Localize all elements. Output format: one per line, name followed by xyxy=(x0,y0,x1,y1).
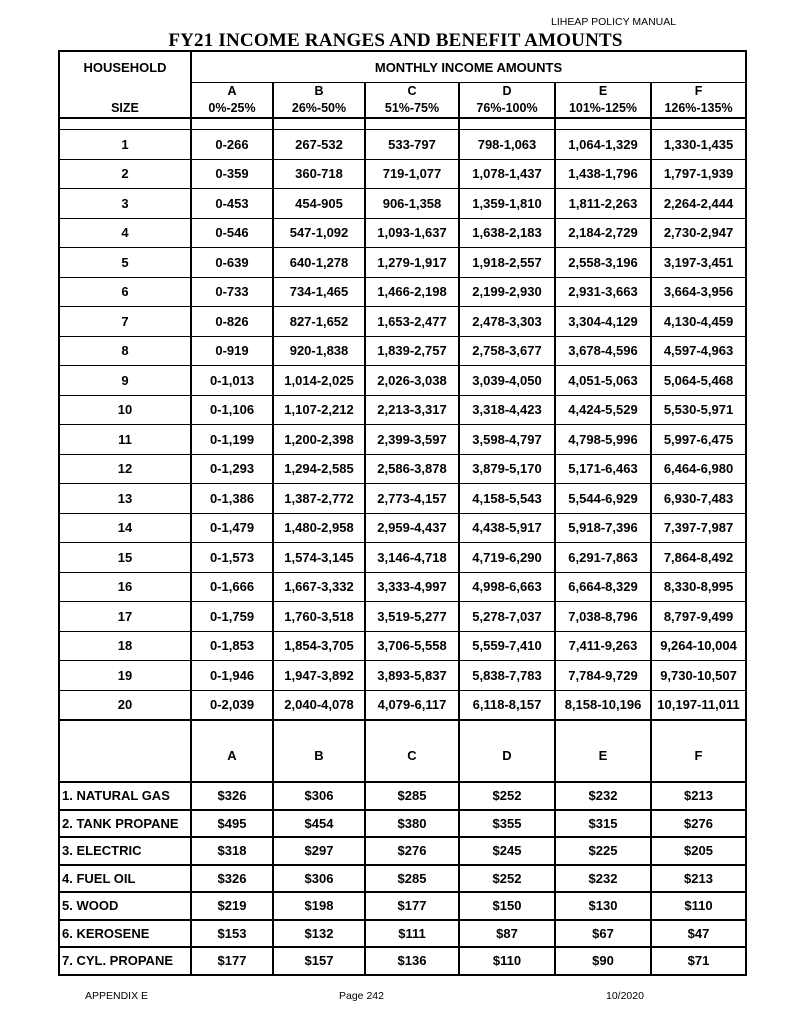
income-range-cell: 8,158-10,196 xyxy=(555,690,651,720)
benefit-rows xyxy=(59,782,746,975)
household-size-cell: 9 xyxy=(59,366,191,396)
benefit-amount-cell: $153 xyxy=(191,920,273,948)
income-range-cell: 0-1,479 xyxy=(191,513,273,543)
income-range-cell: 0-359 xyxy=(191,159,273,189)
benefit-amount-cell: $71 xyxy=(651,947,746,975)
fuel-type-cell: 5. WOOD xyxy=(59,892,191,920)
income-range-cell: 4,597-4,963 xyxy=(651,336,746,366)
income-range-cell: 1,387-2,772 xyxy=(273,484,365,514)
income-row xyxy=(59,336,746,366)
household-size-cell: 4 xyxy=(59,218,191,248)
benefit-amount-cell: $306 xyxy=(273,865,365,893)
benefit-amount-cell: $136 xyxy=(365,947,459,975)
col-letter: F xyxy=(651,83,746,100)
income-range-cell: 1,797-1,939 xyxy=(651,159,746,189)
income-row xyxy=(59,395,746,425)
income-range-cell: 5,559-7,410 xyxy=(459,631,555,661)
income-range-cell: 2,213-3,317 xyxy=(365,395,459,425)
income-range-cell: 5,918-7,396 xyxy=(555,513,651,543)
household-size-cell: 10 xyxy=(59,395,191,425)
household-size-cell: 13 xyxy=(59,484,191,514)
benefit-amount-cell: $454 xyxy=(273,810,365,838)
income-range-cell: 640-1,278 xyxy=(273,248,365,278)
col-letter: A xyxy=(191,83,273,100)
benefit-row xyxy=(59,782,746,810)
benefit-row xyxy=(59,865,746,893)
col-letter: C xyxy=(365,83,459,100)
income-range-cell: 8,330-8,995 xyxy=(651,572,746,602)
household-size-cell: 8 xyxy=(59,336,191,366)
income-range-cell: 0-1,106 xyxy=(191,395,273,425)
benefit-amount-cell: $318 xyxy=(191,837,273,865)
benefit-amount-cell: $213 xyxy=(651,782,746,810)
income-range-cell: 4,158-5,543 xyxy=(459,484,555,514)
income-range-cell: 2,730-2,947 xyxy=(651,218,746,248)
benefit-row xyxy=(59,920,746,948)
col-range: 101%-125% xyxy=(555,99,651,118)
income-range-cell: 1,279-1,917 xyxy=(365,248,459,278)
income-range-cell: 0-1,573 xyxy=(191,543,273,573)
income-range-cell: 4,798-5,996 xyxy=(555,425,651,455)
income-range-cell: 2,026-3,038 xyxy=(365,366,459,396)
benefit-amount-cell: $219 xyxy=(191,892,273,920)
income-range-cell: 1,093-1,637 xyxy=(365,218,459,248)
fuel-type-cell: 1. NATURAL GAS xyxy=(59,782,191,810)
income-row xyxy=(59,159,746,189)
benefit-amount-cell: $87 xyxy=(459,920,555,948)
manual-header: LIHEAP POLICY MANUAL xyxy=(551,16,677,28)
income-range-cell: 1,653-2,477 xyxy=(365,307,459,337)
household-size-cell: 7 xyxy=(59,307,191,337)
income-range-cell: 1,014-2,025 xyxy=(273,366,365,396)
spacer-cell xyxy=(555,118,651,130)
household-size-cell: 19 xyxy=(59,661,191,691)
income-range-cell: 7,864-8,492 xyxy=(651,543,746,573)
income-range-cell: 1,918-2,557 xyxy=(459,248,555,278)
income-row xyxy=(59,690,746,720)
household-size-cell: 20 xyxy=(59,690,191,720)
household-size-cell: 6 xyxy=(59,277,191,307)
income-range-cell: 0-733 xyxy=(191,277,273,307)
col-range: 126%-135% xyxy=(651,99,746,118)
household-label: HOUSEHOLD xyxy=(59,51,191,83)
household-size-cell: 14 xyxy=(59,513,191,543)
benefit-amount-cell: $198 xyxy=(273,892,365,920)
income-range-cell: 3,519-5,277 xyxy=(365,602,459,632)
income-range-cell: 3,146-4,718 xyxy=(365,543,459,573)
income-range-cell: 4,051-5,063 xyxy=(555,366,651,396)
income-rows xyxy=(59,130,746,721)
income-range-cell: 6,664-8,329 xyxy=(555,572,651,602)
income-row xyxy=(59,543,746,573)
benefit-amount-cell: $315 xyxy=(555,810,651,838)
benefit-amount-cell: $355 xyxy=(459,810,555,838)
benefit-amount-cell: $276 xyxy=(651,810,746,838)
income-range-cell: 6,930-7,483 xyxy=(651,484,746,514)
benefit-col-header: F xyxy=(651,720,746,782)
income-range-cell: 1,330-1,435 xyxy=(651,130,746,160)
income-range-cell: 4,438-5,917 xyxy=(459,513,555,543)
income-range-cell: 827-1,652 xyxy=(273,307,365,337)
benefit-amount-cell: $225 xyxy=(555,837,651,865)
benefit-amount-cell: $252 xyxy=(459,865,555,893)
income-row xyxy=(59,218,746,248)
benefit-col-header: D xyxy=(459,720,555,782)
income-range-cell: 3,318-4,423 xyxy=(459,395,555,425)
income-range-cell: 0-1,293 xyxy=(191,454,273,484)
spacer-cell xyxy=(365,118,459,130)
income-range-cell: 3,893-5,837 xyxy=(365,661,459,691)
household-size-cell: 12 xyxy=(59,454,191,484)
income-range-cell: 0-2,039 xyxy=(191,690,273,720)
benefit-amount-cell: $232 xyxy=(555,865,651,893)
benefit-amount-cell: $213 xyxy=(651,865,746,893)
income-range-cell: 0-453 xyxy=(191,189,273,219)
income-range-cell: 360-718 xyxy=(273,159,365,189)
income-range-cell: 4,998-6,663 xyxy=(459,572,555,602)
benefit-amount-cell: $245 xyxy=(459,837,555,865)
income-range-cell: 7,397-7,987 xyxy=(651,513,746,543)
spacer-cell xyxy=(273,118,365,130)
benefit-amount-cell: $232 xyxy=(555,782,651,810)
income-row xyxy=(59,484,746,514)
income-range-cell: 9,264-10,004 xyxy=(651,631,746,661)
income-range-cell: 3,706-5,558 xyxy=(365,631,459,661)
benefit-amounts-table xyxy=(58,719,747,976)
fuel-type-cell: 7. CYL. PROPANE xyxy=(59,947,191,975)
income-range-cell: 5,064-5,468 xyxy=(651,366,746,396)
income-range-cell: 4,079-6,117 xyxy=(365,690,459,720)
benefit-amount-cell: $157 xyxy=(273,947,365,975)
income-ranges-table xyxy=(58,50,747,721)
income-range-cell: 5,278-7,037 xyxy=(459,602,555,632)
spacer-cell xyxy=(651,118,746,130)
income-row xyxy=(59,572,746,602)
income-range-cell: 2,931-3,663 xyxy=(555,277,651,307)
income-range-cell: 0-266 xyxy=(191,130,273,160)
benefit-amount-cell: $150 xyxy=(459,892,555,920)
income-range-cell: 1,760-3,518 xyxy=(273,602,365,632)
income-range-cell: 5,171-6,463 xyxy=(555,454,651,484)
benefit-row xyxy=(59,892,746,920)
benefit-amount-cell: $326 xyxy=(191,865,273,893)
household-size-cell: 18 xyxy=(59,631,191,661)
income-range-cell: 1,107-2,212 xyxy=(273,395,365,425)
benefit-amount-cell: $67 xyxy=(555,920,651,948)
income-range-cell: 0-1,946 xyxy=(191,661,273,691)
income-range-cell: 6,118-8,157 xyxy=(459,690,555,720)
benefit-amount-cell: $495 xyxy=(191,810,273,838)
income-range-cell: 547-1,092 xyxy=(273,218,365,248)
benefit-amount-cell: $130 xyxy=(555,892,651,920)
income-range-cell: 4,130-4,459 xyxy=(651,307,746,337)
income-range-cell: 1,294-2,585 xyxy=(273,454,365,484)
income-range-cell: 267-532 xyxy=(273,130,365,160)
income-range-cell: 5,530-5,971 xyxy=(651,395,746,425)
income-range-cell: 2,264-2,444 xyxy=(651,189,746,219)
fuel-type-cell: 3. ELECTRIC xyxy=(59,837,191,865)
income-range-cell: 0-639 xyxy=(191,248,273,278)
monthly-income-label: MONTHLY INCOME AMOUNTS xyxy=(191,51,746,83)
footer-page: Page 242 xyxy=(339,990,384,1002)
income-row xyxy=(59,454,746,484)
income-range-cell: 1,839-2,757 xyxy=(365,336,459,366)
income-range-cell: 10,197-11,011 xyxy=(651,690,746,720)
benefit-col-header: A xyxy=(191,720,273,782)
fuel-type-cell: 2. TANK PROPANE xyxy=(59,810,191,838)
benefit-col-header: C xyxy=(365,720,459,782)
spacer-cell xyxy=(459,118,555,130)
income-range-cell: 0-1,199 xyxy=(191,425,273,455)
income-range-cell: 2,758-3,677 xyxy=(459,336,555,366)
income-range-cell: 533-797 xyxy=(365,130,459,160)
household-size-cell: 1 xyxy=(59,130,191,160)
household-label-cont xyxy=(59,83,191,100)
col-range: 76%-100% xyxy=(459,99,555,118)
income-range-cell: 1,438-1,796 xyxy=(555,159,651,189)
income-range-cell: 3,678-4,596 xyxy=(555,336,651,366)
income-range-cell: 3,039-4,050 xyxy=(459,366,555,396)
income-range-cell: 906-1,358 xyxy=(365,189,459,219)
income-range-cell: 2,773-4,157 xyxy=(365,484,459,514)
col-range: 0%-25% xyxy=(191,99,273,118)
income-range-cell: 3,304-4,129 xyxy=(555,307,651,337)
income-range-cell: 4,719-6,290 xyxy=(459,543,555,573)
benefit-amount-cell: $252 xyxy=(459,782,555,810)
benefit-amount-cell: $276 xyxy=(365,837,459,865)
fuel-type-cell: 6. KEROSENE xyxy=(59,920,191,948)
income-range-cell: 6,464-6,980 xyxy=(651,454,746,484)
income-range-cell: 1,466-2,198 xyxy=(365,277,459,307)
benefit-amount-cell: $177 xyxy=(191,947,273,975)
income-range-cell: 7,411-9,263 xyxy=(555,631,651,661)
footer-date: 10/2020 xyxy=(606,990,644,1002)
income-range-cell: 1,947-3,892 xyxy=(273,661,365,691)
household-size-cell: 15 xyxy=(59,543,191,573)
income-range-cell: 5,544-6,929 xyxy=(555,484,651,514)
income-range-cell: 1,574-3,145 xyxy=(273,543,365,573)
income-range-cell: 920-1,838 xyxy=(273,336,365,366)
income-row xyxy=(59,248,746,278)
benefit-amount-cell: $132 xyxy=(273,920,365,948)
col-letter: D xyxy=(459,83,555,100)
income-range-cell: 734-1,465 xyxy=(273,277,365,307)
benefit-col-header: B xyxy=(273,720,365,782)
income-range-cell: 5,838-7,783 xyxy=(459,661,555,691)
income-range-cell: 1,359-1,810 xyxy=(459,189,555,219)
income-range-cell: 2,399-3,597 xyxy=(365,425,459,455)
spacer-cell xyxy=(191,118,273,130)
income-range-cell: 2,199-2,930 xyxy=(459,277,555,307)
income-row xyxy=(59,366,746,396)
income-row xyxy=(59,130,746,160)
income-range-cell: 3,879-5,170 xyxy=(459,454,555,484)
benefit-col-header: E xyxy=(555,720,651,782)
income-range-cell: 2,184-2,729 xyxy=(555,218,651,248)
benefit-amount-cell: $177 xyxy=(365,892,459,920)
income-range-cell: 3,333-4,997 xyxy=(365,572,459,602)
income-row xyxy=(59,513,746,543)
income-row xyxy=(59,631,746,661)
income-range-cell: 1,638-2,183 xyxy=(459,218,555,248)
col-range: 26%-50% xyxy=(273,99,365,118)
income-range-cell: 3,598-4,797 xyxy=(459,425,555,455)
income-range-cell: 3,664-3,956 xyxy=(651,277,746,307)
income-range-cell: 0-919 xyxy=(191,336,273,366)
benefit-amount-cell: $326 xyxy=(191,782,273,810)
household-size-cell: 16 xyxy=(59,572,191,602)
income-range-cell: 0-1,666 xyxy=(191,572,273,602)
benefit-row xyxy=(59,947,746,975)
fuel-type-cell: 4. FUEL OIL xyxy=(59,865,191,893)
benefit-amount-cell: $90 xyxy=(555,947,651,975)
income-range-cell: 1,078-1,437 xyxy=(459,159,555,189)
household-size-cell: 3 xyxy=(59,189,191,219)
income-range-cell: 0-546 xyxy=(191,218,273,248)
income-range-cell: 0-1,386 xyxy=(191,484,273,514)
benefit-amount-cell: $205 xyxy=(651,837,746,865)
income-range-cell: 1,854-3,705 xyxy=(273,631,365,661)
spacer-cell xyxy=(59,118,191,130)
income-range-cell: 2,959-4,437 xyxy=(365,513,459,543)
income-range-cell: 7,784-9,729 xyxy=(555,661,651,691)
fuel-header-blank xyxy=(59,720,191,782)
income-range-cell: 2,040-4,078 xyxy=(273,690,365,720)
benefit-row xyxy=(59,837,746,865)
income-row xyxy=(59,661,746,691)
benefit-amount-cell: $285 xyxy=(365,865,459,893)
income-range-cell: 2,558-3,196 xyxy=(555,248,651,278)
income-range-cell: 798-1,063 xyxy=(459,130,555,160)
col-letter: B xyxy=(273,83,365,100)
income-row xyxy=(59,425,746,455)
income-row xyxy=(59,277,746,307)
household-size-cell: 11 xyxy=(59,425,191,455)
income-range-cell: 8,797-9,499 xyxy=(651,602,746,632)
income-range-cell: 5,997-6,475 xyxy=(651,425,746,455)
household-size-cell: 17 xyxy=(59,602,191,632)
benefit-amount-cell: $297 xyxy=(273,837,365,865)
household-size-cell: 5 xyxy=(59,248,191,278)
income-range-cell: 454-905 xyxy=(273,189,365,219)
benefit-amount-cell: $110 xyxy=(459,947,555,975)
income-range-cell: 2,478-3,303 xyxy=(459,307,555,337)
page-title: FY21 INCOME RANGES AND BENEFIT AMOUNTS xyxy=(168,30,623,51)
income-row xyxy=(59,602,746,632)
income-range-cell: 9,730-10,507 xyxy=(651,661,746,691)
income-range-cell: 7,038-8,796 xyxy=(555,602,651,632)
income-range-cell: 0-1,759 xyxy=(191,602,273,632)
benefit-row xyxy=(59,810,746,838)
col-range: 51%-75% xyxy=(365,99,459,118)
benefit-amount-cell: $111 xyxy=(365,920,459,948)
income-row xyxy=(59,307,746,337)
income-range-cell: 3,197-3,451 xyxy=(651,248,746,278)
income-row xyxy=(59,189,746,219)
benefit-amount-cell: $380 xyxy=(365,810,459,838)
income-range-cell: 1,667-3,332 xyxy=(273,572,365,602)
size-label: SIZE xyxy=(59,99,191,118)
income-range-cell: 6,291-7,863 xyxy=(555,543,651,573)
income-range-cell: 1,064-1,329 xyxy=(555,130,651,160)
col-letter: E xyxy=(555,83,651,100)
income-range-cell: 0-1,013 xyxy=(191,366,273,396)
income-range-cell: 1,200-2,398 xyxy=(273,425,365,455)
benefit-amount-cell: $306 xyxy=(273,782,365,810)
benefit-amount-cell: $285 xyxy=(365,782,459,810)
income-range-cell: 4,424-5,529 xyxy=(555,395,651,425)
household-size-cell: 2 xyxy=(59,159,191,189)
footer-appendix: APPENDIX E xyxy=(85,990,149,1002)
benefit-amount-cell: $110 xyxy=(651,892,746,920)
income-range-cell: 1,811-2,263 xyxy=(555,189,651,219)
income-range-cell: 0-826 xyxy=(191,307,273,337)
income-range-cell: 2,586-3,878 xyxy=(365,454,459,484)
income-range-cell: 719-1,077 xyxy=(365,159,459,189)
benefit-amount-cell: $47 xyxy=(651,920,746,948)
income-range-cell: 0-1,853 xyxy=(191,631,273,661)
income-range-cell: 1,480-2,958 xyxy=(273,513,365,543)
